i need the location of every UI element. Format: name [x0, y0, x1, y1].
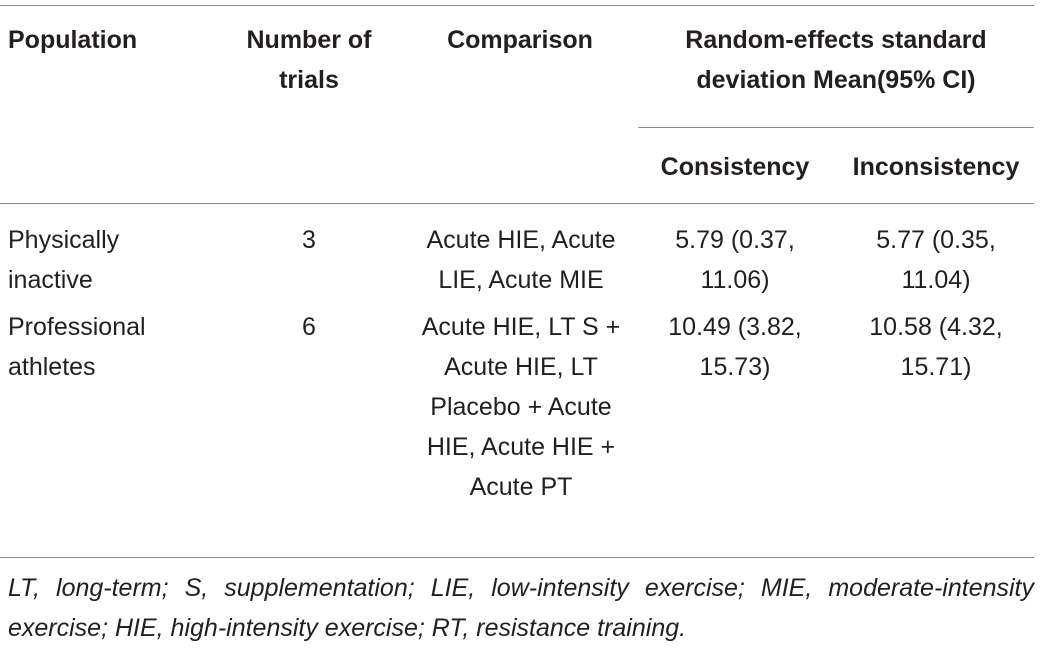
- cell-inconsistency: 10.58 (4.32, 15.71): [869, 313, 1003, 381]
- cell-consistency: 5.79 (0.37, 11.06): [675, 226, 795, 294]
- cell-number-of-trials: 6: [302, 313, 316, 341]
- header-comparison: Comparison: [447, 26, 593, 54]
- cell-population: Professional athletes: [8, 313, 146, 381]
- table-header-rule: [0, 203, 1034, 204]
- cell-consistency: 10.49 (3.82, 15.73): [668, 313, 802, 381]
- cell-population: Physically inactive: [8, 226, 120, 294]
- header-consistency: Consistency: [660, 153, 810, 181]
- table-footnote: LT, long-term; S, supplementation; LIE, low-intensity exercise; MIE, moderate-intensity exercise; HIE, high-intensity exercise; RT, resistance training.: [8, 574, 1034, 642]
- header-population: Population: [8, 26, 138, 54]
- header-inconsistency: Inconsistency: [852, 153, 1020, 181]
- header-random-effects: Random-effects standard deviation Mean(95% CI): [685, 26, 987, 94]
- cell-comparison: Acute HIE, LT S + Acute HIE, LT Placebo + Acute HIE, Acute HIE + Acute PT: [421, 313, 621, 501]
- cell-inconsistency: 5.77 (0.35, 11.04): [876, 226, 996, 294]
- table-subheader-rule: [638, 127, 1034, 128]
- cell-comparison: Acute HIE, Acute LIE, Acute MIE: [426, 226, 616, 294]
- cell-number-of-trials: 3: [302, 226, 316, 254]
- table-top-rule: [0, 5, 1034, 6]
- header-number-of-trials: Number of trials: [246, 26, 372, 94]
- table-bottom-rule: [0, 557, 1034, 558]
